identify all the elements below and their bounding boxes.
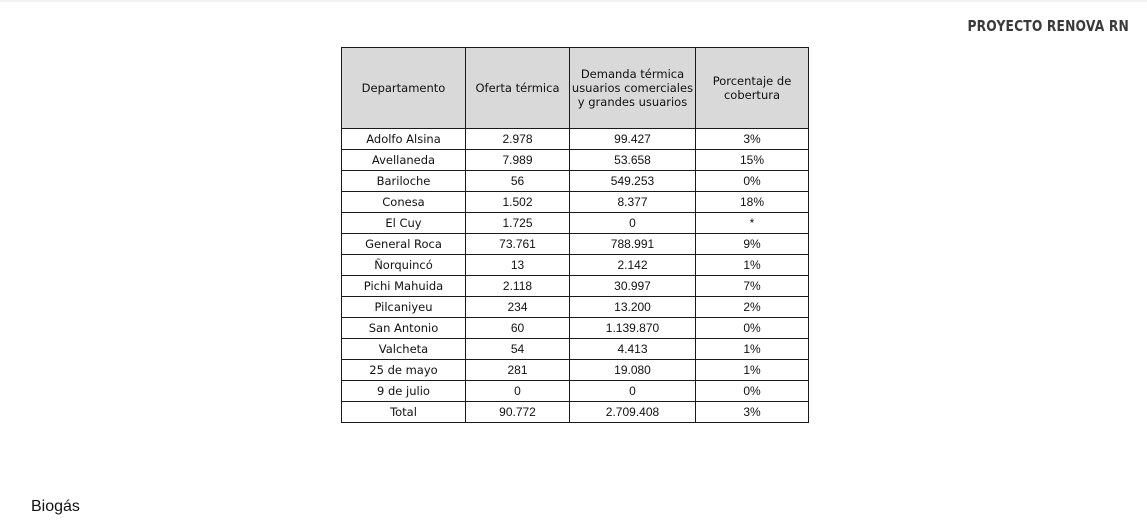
table-row <box>342 213 809 234</box>
cell-demanda: 549.253 <box>570 171 696 192</box>
cell-porcentaje: 9% <box>696 234 809 255</box>
cell-demanda: 0 <box>570 213 696 234</box>
cell-departamento: San Antonio <box>342 318 466 339</box>
cell-porcentaje: * <box>696 213 809 234</box>
cell-porcentaje: 0% <box>696 381 809 402</box>
cell-porcentaje: 1% <box>696 360 809 381</box>
cell-demanda: 30.997 <box>570 276 696 297</box>
cell-departamento: Adolfo Alsina <box>342 129 466 150</box>
coverage-table <box>341 47 809 423</box>
cell-porcentaje: 1% <box>696 339 809 360</box>
cell-oferta: 2.978 <box>466 129 570 150</box>
table-row <box>342 171 809 192</box>
cell-departamento: 25 de mayo <box>342 360 466 381</box>
cell-departamento: Conesa <box>342 192 466 213</box>
section-label: Biogás <box>31 498 80 515</box>
table-row <box>342 234 809 255</box>
cell-oferta: 90.772 <box>466 402 570 423</box>
table-body <box>342 129 809 423</box>
cell-porcentaje: 3% <box>696 402 809 423</box>
table-row <box>342 150 809 171</box>
cell-demanda: 4.413 <box>570 339 696 360</box>
table-row <box>342 276 809 297</box>
table-row <box>342 297 809 318</box>
cell-porcentaje: 0% <box>696 171 809 192</box>
cell-porcentaje: 15% <box>696 150 809 171</box>
cell-departamento: Pichi Mahuida <box>342 276 466 297</box>
cell-departamento: Total <box>342 402 466 423</box>
cell-oferta: 56 <box>466 171 570 192</box>
table-row <box>342 318 809 339</box>
cell-oferta: 54 <box>466 339 570 360</box>
cell-oferta: 60 <box>466 318 570 339</box>
table-row <box>342 381 809 402</box>
table-row <box>342 255 809 276</box>
cell-porcentaje: 18% <box>696 192 809 213</box>
total-row <box>342 402 809 423</box>
cell-oferta: 13 <box>466 255 570 276</box>
cell-departamento: Pilcaniyeu <box>342 297 466 318</box>
cell-demanda: 2.142 <box>570 255 696 276</box>
cell-porcentaje: 1% <box>696 255 809 276</box>
column-header-departamento: Departamento <box>342 48 466 129</box>
cell-oferta: 0 <box>466 381 570 402</box>
column-header-oferta: Oferta térmica <box>466 48 570 129</box>
cell-oferta: 281 <box>466 360 570 381</box>
cell-departamento: El Cuy <box>342 213 466 234</box>
table-row <box>342 339 809 360</box>
cell-demanda: 0 <box>570 381 696 402</box>
cell-departamento: Avellaneda <box>342 150 466 171</box>
cell-oferta: 2.118 <box>466 276 570 297</box>
cell-demanda: 1.139.870 <box>570 318 696 339</box>
cell-demanda: 788.991 <box>570 234 696 255</box>
cell-oferta: 73.761 <box>466 234 570 255</box>
cell-demanda: 99.427 <box>570 129 696 150</box>
cell-departamento: Valcheta <box>342 339 466 360</box>
cell-oferta: 234 <box>466 297 570 318</box>
table-row <box>342 129 809 150</box>
brand-title: PROYECTO RENOVA RN <box>967 17 1129 35</box>
table-header-row <box>342 48 809 129</box>
column-header-porcentaje: Porcentaje de cobertura <box>696 48 809 129</box>
cell-demanda: 13.200 <box>570 297 696 318</box>
cell-oferta: 7.989 <box>466 150 570 171</box>
cell-demanda: 53.658 <box>570 150 696 171</box>
cell-departamento: General Roca <box>342 234 466 255</box>
cell-porcentaje: 2% <box>696 297 809 318</box>
cell-oferta: 1.725 <box>466 213 570 234</box>
cell-porcentaje: 3% <box>696 129 809 150</box>
column-header-demanda: Demanda térmica usuarios comerciales y grandes usuarios <box>570 48 696 129</box>
cell-departamento: 9 de julio <box>342 381 466 402</box>
top-divider <box>0 0 1147 2</box>
cell-departamento: Ñorquincó <box>342 255 466 276</box>
cell-demanda: 8.377 <box>570 192 696 213</box>
cell-demanda: 19.080 <box>570 360 696 381</box>
cell-demanda: 2.709.408 <box>570 402 696 423</box>
cell-porcentaje: 7% <box>696 276 809 297</box>
cell-oferta: 1.502 <box>466 192 570 213</box>
table-row <box>342 360 809 381</box>
table-row <box>342 192 809 213</box>
cell-porcentaje: 0% <box>696 318 809 339</box>
cell-departamento: Bariloche <box>342 171 466 192</box>
